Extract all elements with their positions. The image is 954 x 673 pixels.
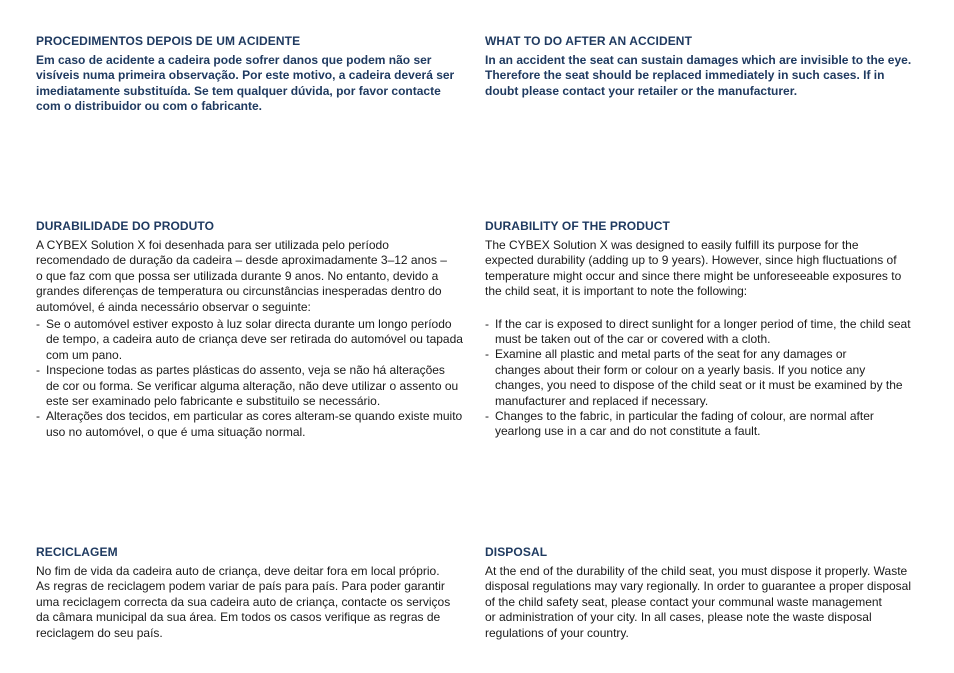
list-item: - If the car is exposed to direct sunlight for a longer period of time, the child seat must be taken out of the car or covered with a cloth.: [485, 317, 925, 348]
section-heading: DURABILITY OF THE PRODUCT: [485, 219, 670, 233]
list-item: - Changes to the fabric, in particular the fading of colour, are normal after yearlong use in a car and do not constitute a fault.: [485, 409, 925, 440]
section-heading: RECICLAGEM: [36, 545, 118, 559]
section-text: At the end of the durability of the child seat, you must dispose it properly. Waste disposal regulations may vary regionally. In order to guarantee a proper disposal of the child safety seat, please contact your communal waste management or administration of your city. In all cases, please note the waste disposal regulations of your country.: [485, 564, 912, 640]
list-item: - Alterações dos tecidos, em particular as cores alteram-se quando existe muito uso no automóvel, o que é uma situação normal.: [36, 409, 476, 440]
list-item: - Inspecione todas as partes plásticas do assento, veja se não há alterações de cor ou forma. Se verificar alguma alteração, não deve utilizar o assento ou este ser examinado pelo fabricante e substituilo se necessário.: [36, 363, 476, 409]
list-item: - Examine all plastic and metal parts of the seat for any damages or changes about their form or colour on a yearly basis. If you notice any changes, you need to dispose of the child seat or it must be examined by the manufacturer and replaced if necessary.: [485, 347, 925, 409]
bullet-list: [485, 317, 925, 440]
disposal-section-en: [485, 545, 925, 641]
section-heading: DURABILIDADE DO PRODUTO: [36, 219, 215, 233]
durability-section-pt: [36, 219, 476, 440]
section-heading: PROCEDIMENTOS DEPOIS DE UM ACIDENTE: [36, 34, 301, 48]
accident-section-pt: [36, 34, 476, 115]
section-text: In an accident the seat can sustain damages which are invisible to the eye. Therefore the seat should be replaced immediately in such cases. If in doubt please contact your retailer or the manufacturer.: [485, 53, 912, 98]
section-intro: A CYBEX Solution X foi desenhada para ser utilizada pelo período recomendado de duração da cadeira – desde aproximadamente 3–12 anos – o que faz com que possa ser utilizada durante 9 anos. No entanto, devido a grandes diferenças de temperatura ou circunstâncias inesperadas dentro do automóvel, é ainda necessário observar o seguinte:: [36, 238, 447, 314]
bullet-list: [36, 317, 476, 440]
list-item: - Se o automóvel estiver exposto à luz solar directa durante um longo período de tempo, a cadeira auto de criança deve ser retirada do automóvel ou tapada com um pano.: [36, 317, 476, 363]
section-intro: The CYBEX Solution X was designed to easily fulfill its purpose for the expected durability (adding up to 9 years). However, since high fluctuations of temperature might occur and since there might be unforeseeable exposures to the child seat, it is important to note the following:: [485, 238, 902, 299]
accident-section-en: [485, 34, 925, 99]
section-text: Em caso de acidente a cadeira pode sofrer danos que podem não ser visíveis numa primeira observação. Por este motivo, a cadeira deverá ser imediatamente substituída. Se tem qualquer dúvida, por favor contacte com o distribuidor ou com o fabricante.: [36, 53, 455, 114]
section-text: No fim de vida da cadeira auto de criança, deve deitar fora em local próprio. As regras de reciclagem podem variar de país para país. Para poder garantir uma reciclagem correcta da sua cadeira auto de criança, contacte os serviços da câmara municipal da sua área. Em todos os casos verifique as regras de reciclagem do seu país.: [36, 564, 451, 640]
section-heading: DISPOSAL: [485, 545, 548, 559]
durability-section-en: [485, 219, 925, 440]
section-heading: WHAT TO DO AFTER AN ACCIDENT: [485, 34, 693, 48]
disposal-section-pt: [36, 545, 476, 641]
